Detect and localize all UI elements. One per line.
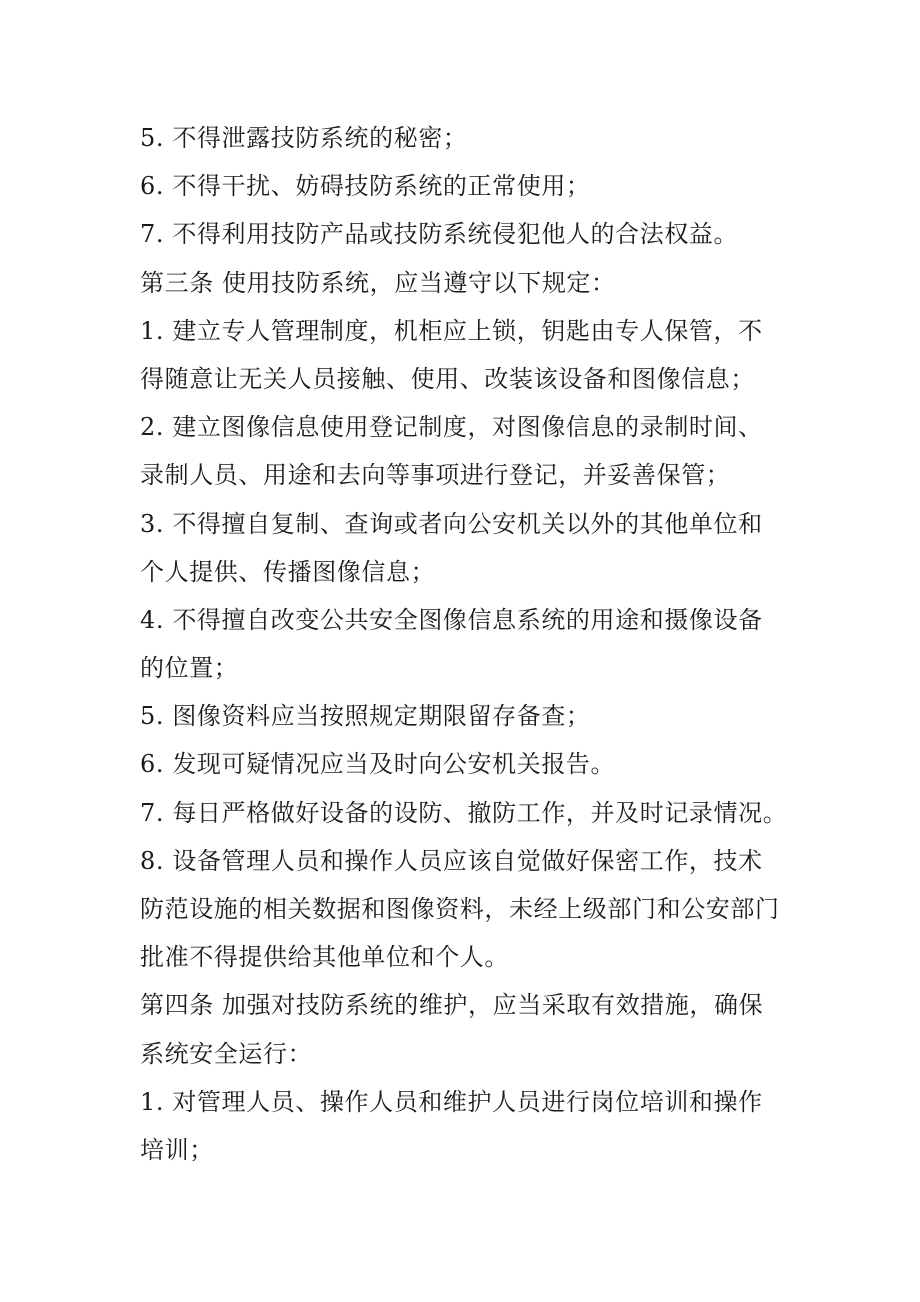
text-line: 1. 对管理人员、操作人员和维护人员进行岗位培训和操作: [140, 1087, 763, 1116]
text-line: 8. 设备管理人员和操作人员应该自觉做好保密工作，技术: [140, 846, 763, 875]
text-line: 培训；: [140, 1135, 214, 1164]
text-line: 批准不得提供给其他单位和个人。: [140, 943, 509, 972]
text-line: 得随意让无关人员接触、使用、改装该设备和图像信息；: [140, 364, 755, 393]
text-line: 3. 不得擅自复制、查询或者向公安机关以外的其他单位和: [140, 509, 763, 538]
text-line: 个人提供、传播图像信息；: [140, 557, 436, 586]
text-line: 5. 不得泄露技防系统的秘密；: [140, 124, 468, 152]
text-line: 5. 图像资料应当按照规定期限留存备查；: [140, 702, 591, 731]
text-line: 7. 每日严格做好设备的设防、撤防工作，并及时记录情况。: [140, 798, 788, 827]
text-line: 2. 建立图像信息使用登记制度，对图像信息的录制时间、: [140, 413, 763, 442]
text-line: 4. 不得擅自改变公共安全图像信息系统的用途和摄像设备: [140, 605, 763, 634]
section-heading-article-4: 第四条 加强对技防系统的维护，应当采取有效措施，确保: [140, 991, 764, 1020]
text-line: 6. 发现可疑情况应当及时向公安机关报告。: [140, 750, 616, 779]
text-line: 的位置；: [140, 654, 239, 683]
text-line: 7. 不得利用技防产品或技防系统侵犯他人的合法权益。: [140, 220, 739, 249]
text-line: 1. 建立专人管理制度，机柜应上锁，钥匙由专人保管，不: [140, 316, 763, 345]
text-line: 防范设施的相关数据和图像资料，未经上级部门和公安部门: [140, 895, 780, 923]
document-body: [140, 114, 800, 1174]
text-line: 6. 不得干扰、妨碍技防系统的正常使用；: [140, 172, 591, 201]
text-line: 系统安全运行：: [140, 1039, 313, 1068]
text-line: 录制人员、用途和去向等事项进行登记，并妥善保管；: [140, 461, 731, 490]
section-heading-article-3: 第三条 使用技防系统，应当遵守以下规定：: [140, 268, 616, 297]
